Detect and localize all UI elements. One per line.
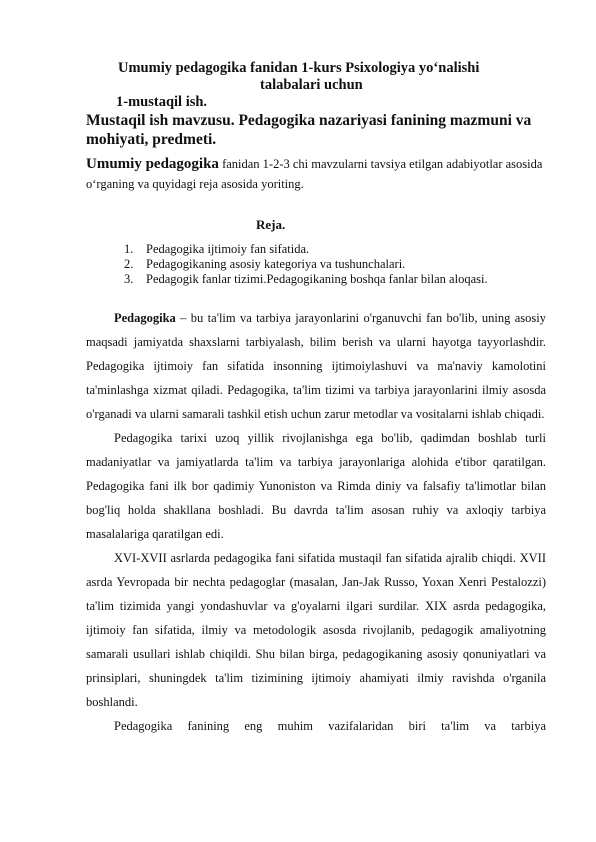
- assignment-topic: Mustaqil ish mavzusu. Pedagogika nazariyasi fanining mazmuni va mohiyati, predmeti.: [86, 112, 532, 148]
- plan-item-number: 2.: [124, 257, 134, 271]
- intro-subject: Umumiy pedagogika: [86, 156, 219, 172]
- document-title-line1: Umumiy pedagogika fanidan 1-kurs Psixologiya yo‘nalishi: [118, 60, 480, 76]
- plan-item: [124, 272, 544, 287]
- plan-item: [124, 242, 544, 257]
- plan-item: [124, 257, 544, 272]
- term-pedagogika: Pedagogika: [114, 311, 176, 325]
- document-title-line2: talabalari uchun: [260, 77, 363, 93]
- plan-item-number: 3.: [124, 272, 134, 286]
- plan-item-text: Pedagogik fanlar tizimi.Pedagogikaning boshqa fanlar bilan aloqasi.: [146, 272, 488, 286]
- paragraph-definition: [86, 306, 546, 426]
- body-text: [86, 306, 546, 738]
- plan-heading: Reja.: [256, 217, 286, 232]
- intro-paragraph: [86, 154, 546, 194]
- plan-item-text: Pedagogika ijtimoiy fan sifatida.: [146, 242, 310, 256]
- assignment-label: 1-mustaqil ish.: [116, 94, 208, 110]
- plan-item-number: 1.: [124, 242, 134, 256]
- intro-text: fanidan 1-2-3 chi mavzularni tavsiya etilgan adabiyotlar asosida o‘rganing va quyidagi reja asosida yoriting.: [86, 157, 543, 191]
- paragraph-development: XVI-XVII asrlarda pedagogika fani sifatida mustaqil fan sifatida ajralib chiqdi. XVII asrda Yevropada bir nechta pedagoglar (masalan, Jan-Jak Russo, Yoxan Xenri Pestalozzi) ta'lim tizimida yangi yondashuvlar va g'oyalarni ilgari surdilar. XIX asrda pedagogika, ijtimoiy fan sifatida, ilmiy va metodologik asosda rivojlanib, pedagogik amaliyotning samarali usullari ishlab chiqildi. Shu bilan birga, pedagogikaning asosiy qonuniyatlari va prinsiplari, shuningdek ta'lim tizimining ijtimoiy ahamiyati ilmiy ravishda o'rganila boshlandi.: [86, 551, 546, 709]
- paragraph-tasks: Pedagogika fanining eng muhim vazifalaridan biri ta'lim va tarbiya: [114, 719, 546, 733]
- paragraph-definition-text: – bu ta'lim va tarbiya jarayonlarini o'rganuvchi fan bo'lib, uning asosiy maqsadi jamiyatda shaxslarni tarbiyalash, bilim berish va ularni hayotga tayyorlashdir. Pedagogika ijtimoiy fan sifatida insonning ijtimoiylashuvi va ma'naviy kamolotini ta'minlashga xizmat qiladi. Pedagogika, ta'lim tizimi va tarbiya jarayonlarini ilmiy asosda o'rganadi va ularni samarali tashkil etish uchun zarur metodlar va vositalarni ishlab chiqadi.: [86, 311, 546, 421]
- plan-list: [124, 242, 544, 287]
- plan-item-text: Pedagogikaning asosiy kategoriya va tushunchalari.: [146, 257, 406, 271]
- paragraph-history: Pedagogika tarixi uzoq yillik rivojlanishga ega bo'lib, qadimdan boshlab turli madaniyatlar va jamiyatlarda ta'lim va tarbiya jarayonlariga alohida e'tibor qaratilgan. Pedagogika fani ilk bor qadimiy Yunoniston va Rimda diniy va falsafiy ta'limotlar bilan bog'liq holda shakllana boshladi. Bu davrda ta'lim asosan ruhiy va axloqiy tarbiya masalalariga qaratilgan edi.: [86, 431, 546, 541]
